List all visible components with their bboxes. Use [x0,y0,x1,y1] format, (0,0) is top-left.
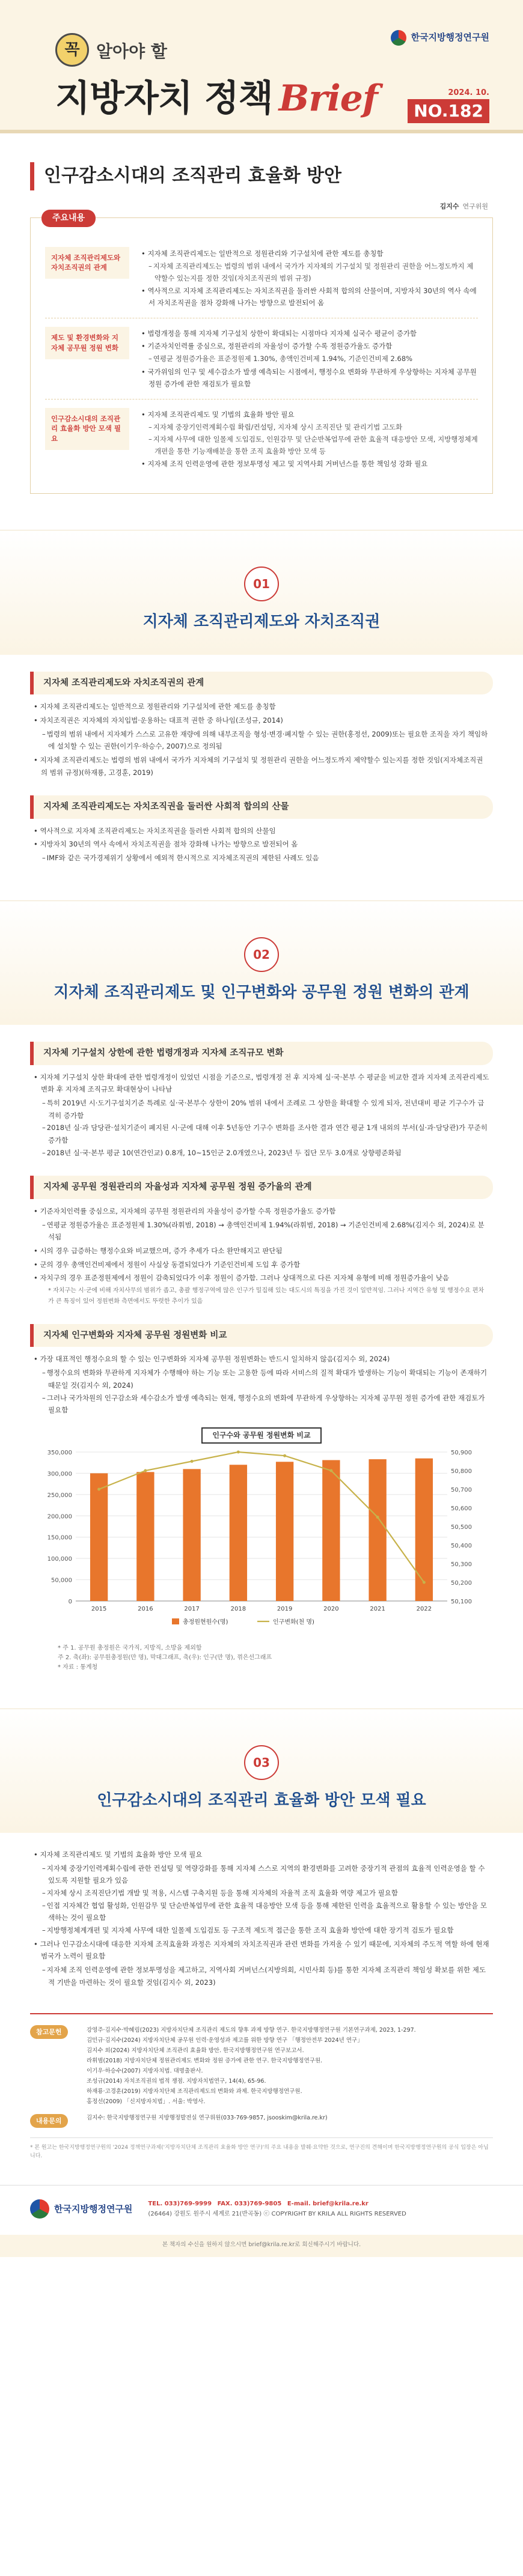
org-name: 한국지방행정연구원 [411,32,489,43]
summary-row-label: 인구감소시대의 조직관리 효율화 방안 모색 필요 [45,408,129,450]
sub-item: – 법령의 범위 내에서 지자체가 스스로 고유한 재량에 의해 내부조직을 형성·변경·폐지할 수 있는 권한(홍정선, 2009)또는 필요한 조직을 자기 책임하에 설치할 수 있는 권한(이기우·하승수, 2007)으로 정의됨 [34,728,489,753]
chart-title: 인구수와 공무원 정원변화 비교 [201,1427,321,1444]
footer-info [148,2199,406,2219]
x-tick-label: 2019 [277,1605,293,1612]
subsection-body [34,1353,489,1416]
y-right-tick-label: 50,800 [451,1468,472,1475]
population-point [283,1454,286,1457]
sections [0,530,523,1988]
author-line [35,201,488,211]
author-role: 연구위원 [462,202,488,210]
section-header [0,530,523,654]
footer-logo[interactable] [30,2199,132,2219]
bullet-item: • 자치구의 경우 표준정원제에서 정원이 감축되었다가 이후 정원이 증가함. 그러나 상대적으로 다른 지자체 유형에 비해 정원증가율이 낮음 [34,1272,489,1284]
bullet-item: • 지자체 조직관리제도는 일반적으로 정원관리와 기구설치에 관한 제도를 총칭함 [34,700,489,713]
subsection-body [34,700,489,779]
summary-row-label: 지자체 조직관리제도와 자치조직권의 관계 [45,247,129,279]
population-point [423,1581,426,1584]
summary-row-body [141,327,478,390]
reference-item: 강영주·김지수·박혜림(2023) 지방자치단체 조직관리 제도의 향후 과제 방향 연구. 한국지방행정연구원 기본연구과제, 2023, 1-297. [87,2026,416,2034]
chart-svg [34,1444,489,1636]
y-right-tick-label: 50,500 [451,1523,472,1531]
footer-emblem-icon [30,2199,49,2219]
references-tag-label: 참고문헌 [30,2025,68,2039]
section-number: 02 [244,937,279,972]
reference-item: 이기우·하승수(2007) 지방자치법. 대명출판사. [87,2067,203,2074]
y-left-tick-label: 150,000 [47,1534,72,1542]
masthead-subtitle: 알아야 할 [96,41,167,61]
subsection-heading: 지자체 공무원 정원관리의 자율성과 지자체 공무원 정원 증가율의 관계 [30,1176,493,1198]
bar [90,1473,108,1601]
bullet-item: • 지자체 기구설치 상한 확대에 관한 법령개정이 있었던 시점을 기준으로, 법령개정 전 후 지자체 실·국·본부 수 평균을 비교한 결과 지자체 조직관리제도 변화 후 지자체 조직규모 확대현상이 나타남 [34,1071,489,1096]
bullet-item: • 지자체 조직관리제도는 법령의 범위 내에서 국가가 지자체의 기구설치 및 정원관리 권한을 어느정도까지 제약할수 있는지를 정한 것임(지자체조직권의 범위 규정)(하재룡, 고경훈, 2019) [34,754,489,779]
y-right-tick-label: 50,100 [451,1598,472,1605]
section-title: 지자체 조직관리제도 및 인구변화와 공무원 정원 변화의 관계 [54,983,469,1001]
footer-email[interactable]: E-mail. brief@krila.re.kr [287,2201,369,2208]
document-title: 인구감소시대의 조직관리 효율화 방안 [30,162,493,190]
contact [30,2114,493,2128]
x-tick-label: 2018 [230,1605,246,1612]
bar [322,1460,340,1601]
bullet-item: • 가장 대표적인 행정수요의 할 수 있는 인구변화와 지자체 공무원 정원변화는 반드시 일치하지 않음(김지수 외, 2024) [34,1353,489,1365]
masthead-title [55,71,378,127]
population-vs-staff-chart [34,1427,489,1672]
sub-item: – 지방행정체계개편 및 지자체 사무에 대한 일몰제 도입검토 등 구조적 제도적 접근을 통한 조직 효율화 방안에 대한 장기적 검토가 필요함 [34,1924,489,1937]
y-left-tick-label: 0 [68,1598,72,1605]
contact-tag-label: 내용문의 [30,2114,68,2128]
sub-item: – IMF와 같은 국가경제위기 상황에서 예외적 한시적으로 지자체조직권의 제한된 사례도 있음 [34,852,489,864]
sub-item: – 인접 지자체간 협업 활성화, 인원감무 및 단순반복업무에 관한 효율적 대응방안 모색 등을 통해 제한된 인력을 효율적으로 활용할 수 있는 방안을 모색하는 것이 필요함 [34,1900,489,1924]
sub-item: – 그러나 국가차원의 인구감소와 세수감소가 발생 예측되는 현재, 행정수요의 변화에 무관하게 우상향하는 지자체 공무원 정원 증가에 관한 재검토가 필요함 [34,1392,489,1417]
contact-tag [30,2114,78,2128]
bullet-item: • 군의 경우 총액인건비제에서 정원이 사실상 동결되었다가 기준인건비제 도입 후 증가함 [34,1259,489,1271]
reference-item: 김지수 외(2024) 지방자치단체 조직관리 효율화 방안. 한국지방행정연구원 연구보고서. [87,2047,304,2054]
bullet-item: • 자치조직권은 지자체의 자치입법·운용하는 대표적 권한 중 하나임(조성규, 2014) [34,714,489,727]
sub-item: – 지자체 조직 인력운영에 관한 정보투명성을 제고하고, 지역사회 거버넌스(지방의회, 시민사회 등)를 통한 지자체 조직관리 책임성 확보를 위한 제도적 기반을 마련하는 것이 필요할 것임(김지수 외, 2023) [34,1964,489,1988]
section-title: 지자체 조직관리제도와 자치조직권 [142,613,381,631]
org-logo[interactable] [391,30,489,46]
legend-swatch-bars [172,1618,179,1624]
chart-notes [34,1644,489,1672]
section-title: 인구감소시대의 조직관리 효율화 방안 모색 필요 [97,1791,426,1809]
subsection-heading: 지자체 조직관리제도와 자치조직권의 관계 [30,672,493,694]
summary-row [45,318,478,399]
section-header [0,901,523,1025]
subsection-heading: 지자체 인구변화와 지자체 공무원 정원변화 비교 [30,1324,493,1347]
sub-item: – 연평균 정원증가율은 표준정원제 1.30%, 총액인건비제 1.94%, 기준인건비제 2.68% [141,353,478,365]
y-left-tick-label: 50,000 [51,1577,72,1584]
unsubscribe-note: 본 책자의 수신을 원하지 않으시면 brief@krila.re.kr로 회신해주시기 바랍니다. [0,2235,523,2257]
bullet-item: • 지자체 조직관리제도는 일반적으로 정원관리와 기구설치에 관한 제도를 총칭함 [141,248,478,260]
bullet-item: • 역사적으로 지자체 조직관리제도는 자치조직권을 둘러싼 사회적 합의의 산물임 [34,825,489,837]
masthead-brief: Brief [278,77,378,120]
issue-date: 2024. 10. [448,88,489,97]
y-right-tick-label: 50,200 [451,1579,472,1587]
x-tick-label: 2017 [184,1605,200,1612]
footer [0,2185,523,2235]
subsection-heading: 지자체 조직관리제도는 자치조직권을 둘러싼 사회적 합의의 산물 [30,795,493,818]
author-name: 김지수 [439,202,459,210]
bullet-item: • 지자체 조직 인력운영에 관한 정보투명성 제고 및 지역사회 거버넌스를 통한 책임성 강화 필요 [141,458,478,470]
chart-title-bar [34,1427,489,1444]
bullet-item: • 기준자치인력률 중심으로, 정원관리의 자율성이 증가할 수록 정원증가율도 증가함 [141,340,478,352]
bar [183,1469,200,1601]
bullet-item: • 그러나 인구감소시대에 대응한 지자체 조직효율화 과정은 지자체의 자치조직권과 관련 변화를 가져올 수 있기 때문에, 지자체의 주도적 역할 하에 현재 범국가 노력이 필요함 [34,1938,489,1963]
population-point [97,1487,100,1490]
sub-item: – 지자체 중장기인력계획수립 확립/컨설팅, 지자체 상시 조직진단 및 관리기법 고도화 [141,421,478,433]
footer-org-name: 한국지방행정연구원 [54,2203,133,2214]
references-tag [30,2025,78,2107]
references [30,2013,493,2107]
bar [230,1465,247,1601]
section-number: 03 [244,1745,279,1780]
bullet-item: • 국가위임의 인구 및 세수감소가 발생 예측되는 시점에서, 행정수요 변화와 무관하게 우상향하는 지자체 공무원 정원 증가에 관한 재검토가 필요함 [141,366,478,390]
population-point [329,1469,332,1472]
x-tick-label: 2021 [370,1605,385,1612]
section-number: 01 [244,567,279,601]
summary-row-body [141,247,478,310]
bar [415,1458,433,1600]
masthead-title-text: 지방자치 정책 [55,77,273,120]
subsection-body [34,1848,489,1989]
org-emblem-icon [391,30,406,46]
summary-tag: 주요내용 [41,210,96,228]
legend-label: 총정원현원수(명) [183,1618,228,1626]
summary-row-body [141,408,478,471]
reference-item: 라휘범(2018) 지방자치단체 정원관리제도 변화와 정원 증가에 관한 연구. 한국지방행정연구원. [87,2057,323,2064]
reference-item: 김민규·김지수(2024) 지방자치단체 공무원 인력·운영성과 제고를 위한 방향 연구 「행정안전부 2024년 연구」 [87,2037,363,2044]
sub-item: – 2018년 실·과 담당관·설치기준이 폐지된 시·군에 대해 이후 5년동안 기구수 변화를 조사한 결과 연간 평균 1개 내외의 부서(실·과·담당관)가 꾸준히 증가함 [34,1122,489,1146]
y-right-tick-label: 50,400 [451,1542,472,1549]
y-right-tick-label: 50,700 [451,1486,472,1493]
population-point [191,1460,194,1463]
reference-item: 하재룡·고경훈(2019) 지방자치단체 조직관리제도의 변화와 과제. 한국지방행정연구원. [87,2088,302,2095]
references-list [87,2025,416,2107]
chart-note: * 자료 : 통계청 [58,1663,98,1671]
summary-row [45,238,478,319]
bullet-item: • 지방자치 30년의 역사 속에서 자치조직권을 점차 강화해 나가는 방향으로 발전되어 옴 [34,838,489,851]
bullet-item: • 법령개정을 통해 지자체 기구설치 상한이 확대되는 시점마다 지자체 실국수 평균이 증가함 [141,327,478,339]
sub-item: – 특히 2019년 시·도기구설치기준 특례로 실·국·본부수 상한이 20% 범위 내에서 조례로 그 상한을 확대할 수 있게 되자, 전년대비 평균 기구수가 급격히 증가함 [34,1097,489,1122]
sub-item: – 지자체 중장기인력계획수립에 관한 컨설팅 및 역량강화를 통해 지자체 스스로 지역의 환경변화를 고려한 중장기적 관점의 효율적 인력운영을 할 수 있도록 지원할 필요가 있음 [34,1862,489,1887]
masthead [0,0,523,133]
sub-item: – 2018년 실·국·본부 평균 10(연간인교) 0.8개, 10~15인군 2.0개였으나, 2023년 두 집단 모두 3.0개로 상향평준화됨 [34,1147,489,1159]
chart-note: 주 2. 축(좌): 공무원총정원(만 명), 막대그래프, 축(우): 인구(만 명), 꺾은선그래프 [58,1654,272,1661]
bullet-item: • 지자체 조직관리제도 및 기법의 효율화 방안 모색 필요 [34,1848,489,1861]
note-item: * 자치구는 시·군에 비해 자치사무의 범위가 좁고, 총괄 행정구역에 많은 인구가 밀집해 있는 대도시의 특징을 가진 것이 일반적임. 그러나 지역간 유형 및 행정수요 편차가 큰 특징이 있어 정원변화 측면에서도 뚜렷한 추이가 있음 [48,1287,485,1305]
subsection-heading: 지자체 기구설치 상한에 관한 법령개정과 지자체 조직규모 변화 [30,1042,493,1065]
bar [136,1472,154,1601]
bar [369,1459,386,1601]
y-right-tick-label: 50,900 [451,1449,472,1456]
must-badge: 꼭 [55,33,89,67]
y-right-tick-label: 50,300 [451,1561,472,1568]
subsection-body [34,1205,489,1307]
y-left-tick-label: 250,000 [47,1492,72,1499]
reference-item: 홍정선(2009) 「신지방자치법」. 서울: 박영사. [87,2098,206,2106]
bullet-item: • 역사적으로 지자체 조직관리제도는 자치조직권을 둘러싼 사회적 합의의 산물이며, 지방자치 30년의 역사 속에서 자치조직권을 점차 강화해 나가는 방향으로 발전되어 옴 [141,285,478,309]
bar [276,1462,293,1601]
bullet-item: • 지자체 조직관리제도 및 기법의 효율화 방안 필요 [141,409,478,421]
reference-item: 조성규(2014) 자치조직권의 법적 쟁점. 지방자치법연구, 14(4), 65-96. [87,2077,266,2085]
summary-rows [45,238,478,479]
summary-row-label: 제도 및 환경변화와 지자체 공무원 정원 변화 [45,327,129,359]
y-left-tick-label: 200,000 [47,1513,72,1520]
contact-text: 김지수: 한국지방행정연구원 지방행정발전실 연구위원(033-769-9857, jsooskim@krila.re.kr) [87,2115,328,2122]
footer-fax: FAX. 033)769-9805 [217,2201,282,2208]
sub-item: – 연평균 정원증가율은 표준정원제 1.30%(라휘범, 2018) → 총액인건비제 1.94%(라휘범, 2018) → 기준인건비제 2.68%(김지수 외, 2024)로 분석됨 [34,1219,489,1244]
x-tick-label: 2020 [323,1605,339,1612]
y-left-tick-label: 300,000 [47,1470,72,1477]
x-tick-label: 2015 [91,1605,107,1612]
summary-row [45,399,478,479]
subsection-body [34,825,489,864]
sub-item: – 지자체 상시 조직진단기법 개발 및 적용, 시스템 구축지원 등을 통해 지자체의 자율적 조직 효율화 역량 제고가 필요함 [34,1887,489,1900]
disclaimer: * 본 원고는 한국지방행정연구원의 '2024 정책연구과제('지방자치단체 조직관리 효율화 방안 연구)'의 주요 내용을 발췌·요약한 것으로, 연구진의 견해이며 한국지방행정연구원의 공식 입장은 아닙니다. [30,2137,493,2161]
y-right-tick-label: 50,600 [451,1505,472,1512]
x-tick-label: 2022 [416,1605,432,1612]
chart-note: * 주 1. 공무원 총정원은 국가직, 지방직, 소방을 제외함 [58,1644,202,1651]
y-left-tick-label: 350,000 [47,1449,72,1456]
y-left-tick-label: 100,000 [47,1555,72,1563]
x-tick-label: 2016 [138,1605,153,1612]
sub-item: – 행정수요의 변화와 무관하게 지자체가 수행해야 하는 기능 또는 고용한 등에 따라 서비스의 질적 확대가 발생하는 기능이 확대되는 기능이 존재하기 때문일 것(김지수 외, 2024) [34,1367,489,1391]
issue-number: NO.182 [408,99,489,123]
population-point [376,1516,379,1519]
population-point [237,1450,240,1453]
bullet-item: • 시의 경우 급증하는 행정수요와 비교했으며, 증가 추세가 다소 완만해지고 판단됨 [34,1245,489,1257]
bullet-item: • 기준자치인력률 중심으로, 지자체의 공무원 정원관리의 자율성이 증가할 수록 정원증가율도 증가함 [34,1205,489,1218]
legend-label: 인구변화(천 명) [273,1618,314,1626]
sub-item: – 지자체 조직관리제도는 법령의 범위 내에서 국가가 지자체의 기구설치 및 정원관리 권한을 어느정도까지 제약할수 있는지를 정한 것임(자치조직권의 범위 규정) [141,260,478,284]
issue-info [408,87,489,123]
footer-address: (26464) 강원도 원주시 세계로 21(반곡동) ⓒ COPYRIGHT BY KRILA ALL RIGHTS RESERVED [148,2211,406,2218]
section-header [0,1709,523,1833]
population-point [144,1469,147,1472]
footer-tel: TEL. 033)769-9999 [148,2201,212,2208]
sub-item: – 지자체 사무에 대한 일몰제 도입검토, 인원감무 및 단순반복업무에 관한 효율적 대응방안 모색, 지방행정체계개편을 통한 기능재배분을 통한 조직 효율화 방안 모색 등 [141,433,478,457]
subsection-body [34,1071,489,1159]
summary-box [30,213,493,494]
